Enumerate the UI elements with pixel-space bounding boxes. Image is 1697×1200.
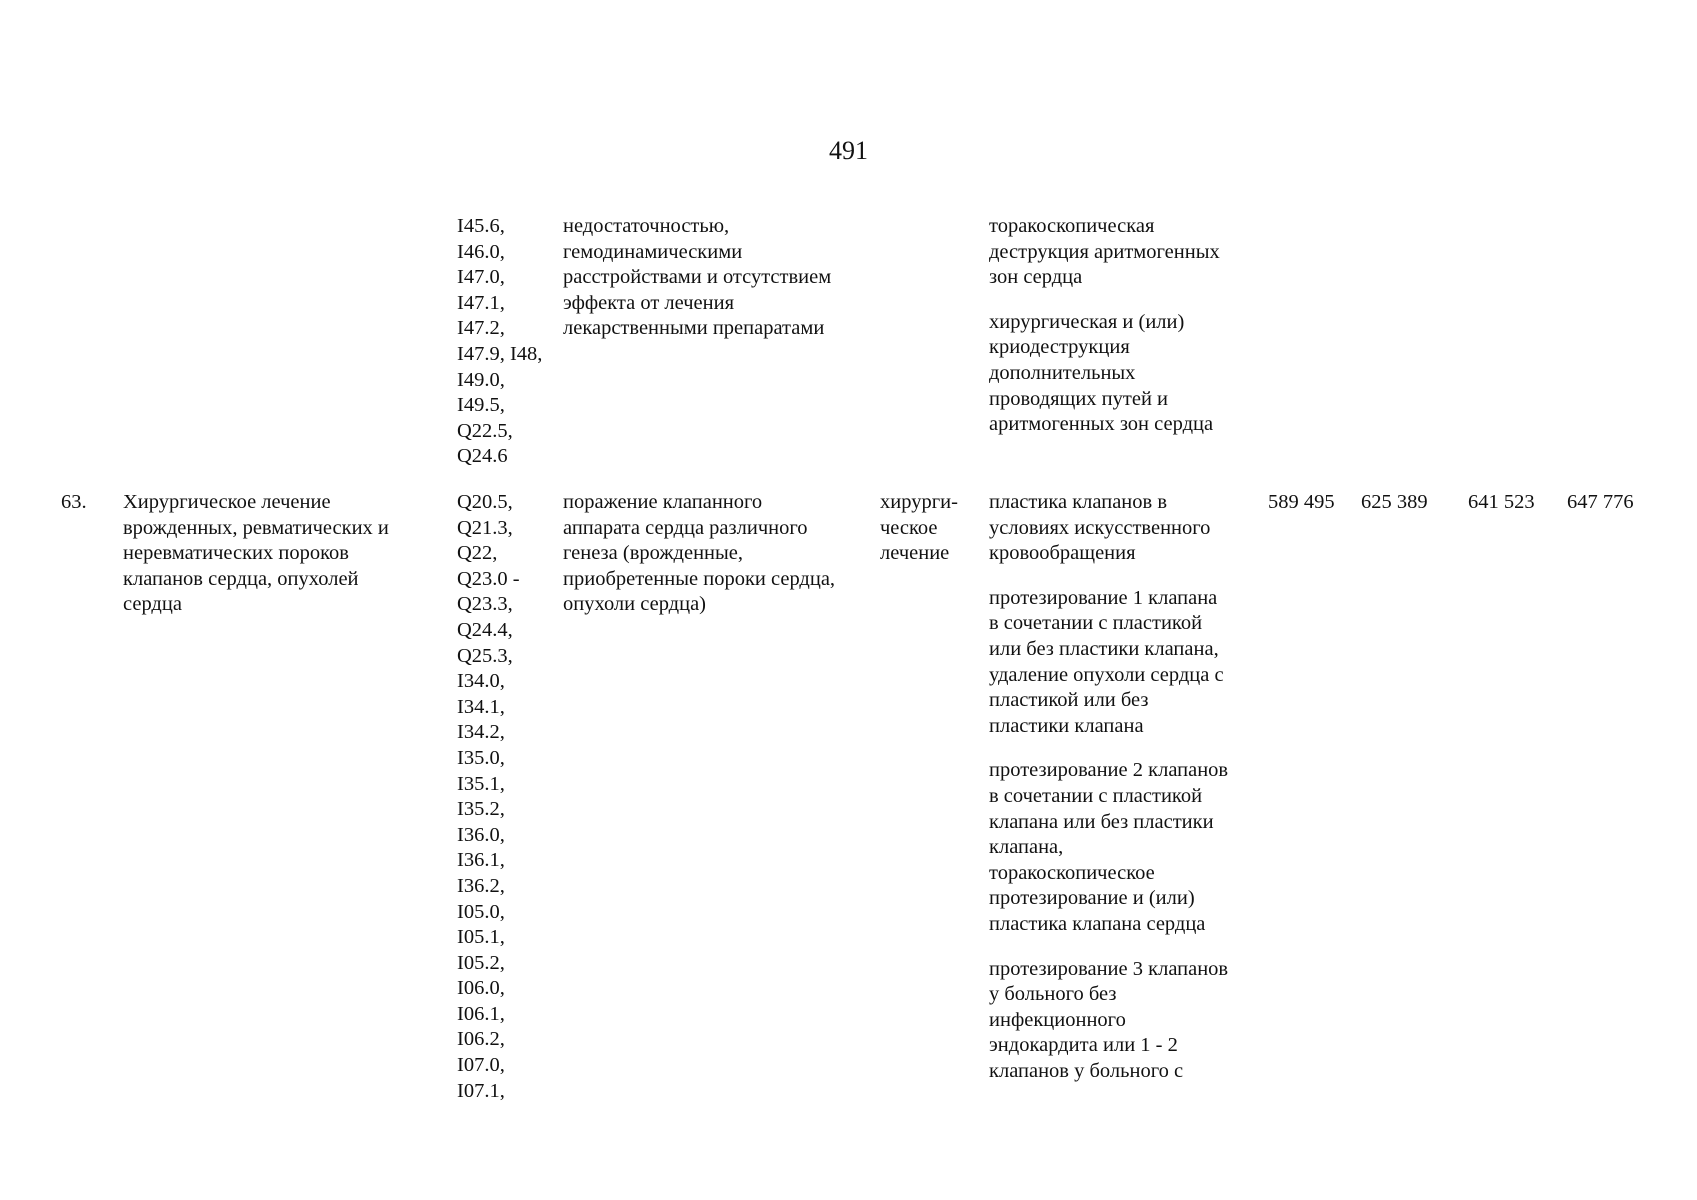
code-line: I47.9, I48, xyxy=(457,342,543,365)
method-line: в сочетании с пластикой xyxy=(989,612,1203,635)
method-line: пластики клапана xyxy=(989,714,1144,737)
code-line: I46.0, xyxy=(457,240,505,263)
code-line: I35.0, xyxy=(457,746,505,769)
code-line: I06.2, xyxy=(457,1028,505,1051)
code-line: I34.2, xyxy=(457,721,505,744)
code-line: Q21.3, xyxy=(457,516,513,539)
diagnosis-codes xyxy=(457,490,520,1104)
method-line: проводящих путей и xyxy=(989,387,1169,410)
code-line: I34.1, xyxy=(457,695,505,718)
code-line: I47.0, xyxy=(457,266,505,289)
method-line: деструкция аритмогенных xyxy=(989,240,1220,263)
name-line: сердца xyxy=(123,593,182,616)
code-line: I45.6, xyxy=(457,215,505,237)
code-line: I47.1, xyxy=(457,291,505,314)
code-line: I06.0, xyxy=(457,977,505,1000)
method-line: кровообращения xyxy=(989,542,1136,565)
patient-model xyxy=(563,214,831,342)
code-line: Q22.5, xyxy=(457,419,513,442)
method-line: условиях искусственного xyxy=(989,516,1211,539)
method-paragraph xyxy=(989,758,1228,937)
method-line: клапана или без пластики xyxy=(989,810,1214,833)
name-line: клапанов сердца, опухолей xyxy=(123,567,359,590)
code-line: Q20.5, xyxy=(457,491,513,513)
model-line: гемодинамическими xyxy=(563,240,743,263)
method-line: или без пластики клапана, xyxy=(989,637,1219,660)
code-line: I47.2, xyxy=(457,317,505,340)
code-line: I36.1, xyxy=(457,849,505,872)
code-line: I05.1, xyxy=(457,926,505,949)
method-line: пластикой или без xyxy=(989,689,1149,712)
method-line: протезирование 1 клапана xyxy=(989,586,1218,609)
row-number: 63. xyxy=(61,491,87,513)
method-line: протезирование 2 клапанов xyxy=(989,759,1229,782)
method-paragraph xyxy=(989,957,1228,1085)
method-line: протезирование и (или) xyxy=(989,887,1195,910)
page-number: 491 xyxy=(829,136,868,165)
model-line: недостаточностью, xyxy=(563,215,730,237)
method-line: протезирование 3 клапанов xyxy=(989,957,1229,980)
method-paragraph xyxy=(989,214,1220,291)
model-line: поражение клапанного xyxy=(563,491,763,513)
code-line: I34.0, xyxy=(457,670,505,693)
type-line: хирурги- xyxy=(880,491,958,513)
method-paragraph xyxy=(989,586,1228,740)
code-line: I35.1, xyxy=(457,772,505,795)
price-value: 641 523 xyxy=(1468,491,1535,513)
method-line: в сочетании с пластикой xyxy=(989,784,1203,807)
code-line: I05.0, xyxy=(457,900,505,923)
method-line: дополнительных xyxy=(989,361,1136,384)
treatment-type xyxy=(880,490,958,567)
method-line: торакоскопическая xyxy=(989,215,1155,237)
method-line: эндокардита или 1 - 2 xyxy=(989,1034,1178,1057)
price-value: 647 776 xyxy=(1567,491,1634,513)
price-value: 625 389 xyxy=(1361,491,1428,513)
method-line: удаление опухоли сердца с xyxy=(989,663,1224,686)
code-line: Q25.3, xyxy=(457,644,513,667)
care-type-name xyxy=(123,490,389,618)
model-line: приобретенные пороки сердца, xyxy=(563,567,836,590)
code-line: I07.1, xyxy=(457,1079,505,1102)
code-line: Q23.0 - xyxy=(457,567,520,590)
code-line: I49.0, xyxy=(457,368,505,391)
method-line: клапана, xyxy=(989,836,1064,859)
method-line: инфекционного xyxy=(989,1008,1126,1031)
method-line: аритмогенных зон сердца xyxy=(989,413,1214,436)
name-line: врожденных, ревматических и xyxy=(123,516,389,539)
code-line: Q22, xyxy=(457,542,498,565)
name-line: неревматических пороков xyxy=(123,542,349,565)
diagnosis-codes xyxy=(457,214,542,470)
name-line: Хирургическое лечение xyxy=(123,491,331,513)
method-line: клапанов у больного с xyxy=(989,1059,1184,1082)
method-line: у больного без xyxy=(989,983,1117,1006)
method-line: криодеструкция xyxy=(989,336,1130,359)
code-line: I06.1, xyxy=(457,1002,505,1025)
code-line: I36.2, xyxy=(457,874,505,897)
code-line: Q24.6 xyxy=(457,445,508,468)
treatment-methods xyxy=(989,490,1228,1084)
method-paragraph xyxy=(989,310,1220,438)
method-line: зон сердца xyxy=(989,266,1083,289)
code-line: I05.2, xyxy=(457,951,505,974)
method-line: торакоскопическое xyxy=(989,861,1155,884)
method-line: пластика клапанов в xyxy=(989,491,1167,513)
code-line: I07.0, xyxy=(457,1054,505,1077)
treatment-methods xyxy=(989,214,1220,438)
model-line: опухоли сердца) xyxy=(563,593,706,616)
method-line: хирургическая и (или) xyxy=(989,310,1185,333)
model-line: аппарата сердца различного xyxy=(563,516,808,539)
code-line: I49.5, xyxy=(457,394,505,417)
code-line: Q23.3, xyxy=(457,593,513,616)
code-line: I36.0, xyxy=(457,823,505,846)
type-line: лечение xyxy=(880,542,950,565)
model-line: лекарственными препаратами xyxy=(563,317,825,340)
code-line: Q24.4, xyxy=(457,618,513,641)
model-line: расстройствами и отсутствием xyxy=(563,266,832,289)
price-value: 589 495 xyxy=(1268,491,1335,513)
model-line: генеза (врожденные, xyxy=(563,542,744,565)
code-line: I35.2, xyxy=(457,798,505,821)
type-line: ческое xyxy=(880,516,938,539)
method-paragraph xyxy=(989,490,1228,567)
method-line: пластика клапана сердца xyxy=(989,912,1206,935)
patient-model xyxy=(563,490,835,618)
model-line: эффекта от лечения xyxy=(563,291,735,314)
